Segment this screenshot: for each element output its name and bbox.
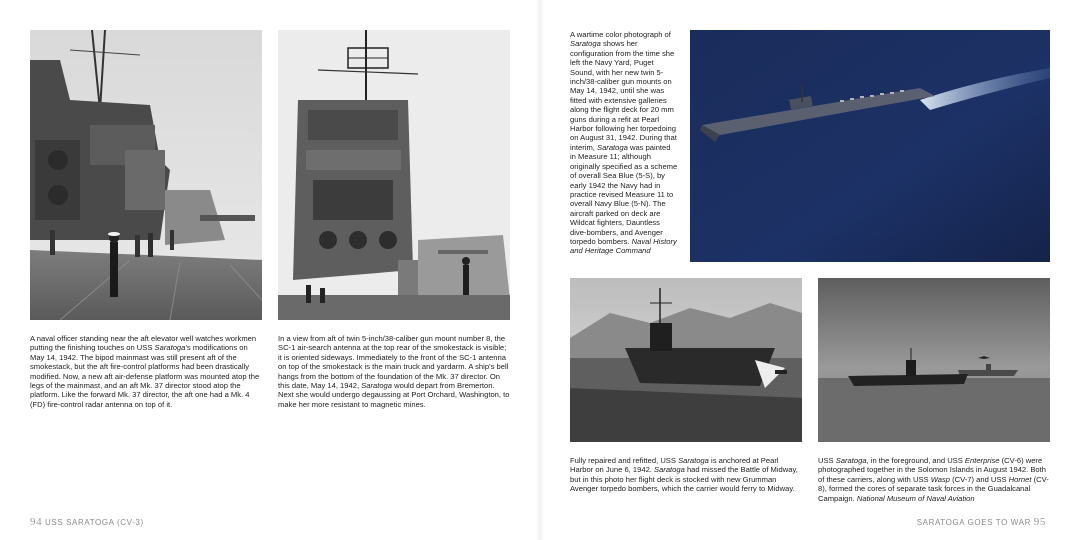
caption-text: (CV-7) and USS [949,474,1009,484]
running-head-left: USS SARATOGA (CV-3) [45,518,144,527]
caption-text: had missed the Battle of Midway, but in this photo her flight deck is stocked with new Grumman Avenger torpedo bombers, which the carrier would ferry to Midway. [570,465,798,494]
caption-text: would depart from Bremerton. Next she would undergo degaussing at Port Orchard, Washington, to make her more resistant to magnetic mines. [278,381,510,409]
ship-name: Enterprise [964,456,1000,465]
caption-text: In a view from aft of twin 5-inch/38-caliber gun mount number 8, the SC-1 air-search antenna at the top rear of the smokestack is visible; it is oriented sideways. Immediately to the front of the SC-1 antenna on top of the smokestack is the main truck and yardarm. A ship’s bell hangs from the bottom of the foundation of the Mk. 37 director. On this date, May 14, 1942, [278,334,509,391]
caption-text: shows her configuration from the time she left the Navy Yard, Puget Sound, with her new twin 5-inch/38-caliber gun mounts on May 14, 1942, until she was fitted with extensive galleries along the flight deck for 20 mm guns during a refit at Pearl Harbor following her torpedoing on August 31, 1942. During that interim, [570,39,677,152]
ship-name: Saratoga [570,39,601,49]
folio-left [30,516,144,528]
caption-text: A wartime color photograph of [570,30,671,39]
caption-text: , in the foreground, and USS [866,456,965,465]
photo-color-carrier-at-sea [690,30,1050,262]
caption-text: was painted in Measure 11; although originally specified as a scheme of overall Sea Blue (5-S), by early 1942 the Navy had in practice revised Measure 11 to overall Navy Blue (5-N). The aircraft parked on deck are Wildcat fighters, Dauntless dive-bombers, and Avenger torpedo bombers. [570,142,678,246]
caption-text: A naval officer standing near the aft elevator well watches workmen putting the finishing touches on USS [30,334,257,353]
ship-name: Saratoga [835,456,867,465]
photo-credit: Naval History and Heritage Command [570,236,677,256]
photo-officer-on-deck [30,30,262,320]
folio-right [917,516,1046,528]
photo-saratoga-enterprise [818,278,1050,442]
ship-name: Saratoga [597,142,628,152]
caption-text: (CV-8), formed the cores of separate task forces in the Guadalcanal Campaign. [818,474,1049,503]
caption-text: is anchored at Pearl Harbor on June 6, 1942. [570,456,779,475]
page-number-left: 94 [30,516,43,528]
ship-name: Saratoga [154,343,186,353]
caption-officer-photo [30,334,262,409]
caption-text: (CV-6) were photographed together in the Solomon Islands in August 1942. Both of these carriers, along with USS [818,456,1046,484]
ship-name: Hornet [1008,474,1032,484]
caption-text: USS [818,456,836,465]
caption-pearl-harbor [570,456,802,494]
ship-name: Saratoga [678,456,709,465]
page-number-right: 95 [1033,516,1046,528]
ship-name: Saratoga [361,381,392,391]
caption-text: Fully repaired and refitted, USS [570,456,679,465]
running-head-right: SARATOGA GOES TO WAR [916,518,1031,527]
caption-smokestack-photo [278,334,510,409]
ship-name: Saratoga [654,465,685,475]
caption-color-photo [570,30,678,256]
caption-saratoga-enterprise [818,456,1052,503]
photo-smokestack-antenna [278,30,510,320]
caption-text: ’s modifications on May 14, 1942. The bipod mainmast was still present aft of the smokestack, but the aft fire-control platforms had been drastically modified. Now, a new aft air-defense platform was mounted atop the legs of the mainmast, and an aft Mk. 37 director stood atop the platform. Like the forward Mk. 37 director, the aft one had a Mk. 4 (FD) fire-control radar antenna on top of it. [30,343,260,409]
photo-pearl-harbor [570,278,802,442]
photo-credit: National Museum of Naval Aviation [856,493,975,503]
page-gutter [536,0,544,540]
ship-name: Wasp [930,474,950,484]
